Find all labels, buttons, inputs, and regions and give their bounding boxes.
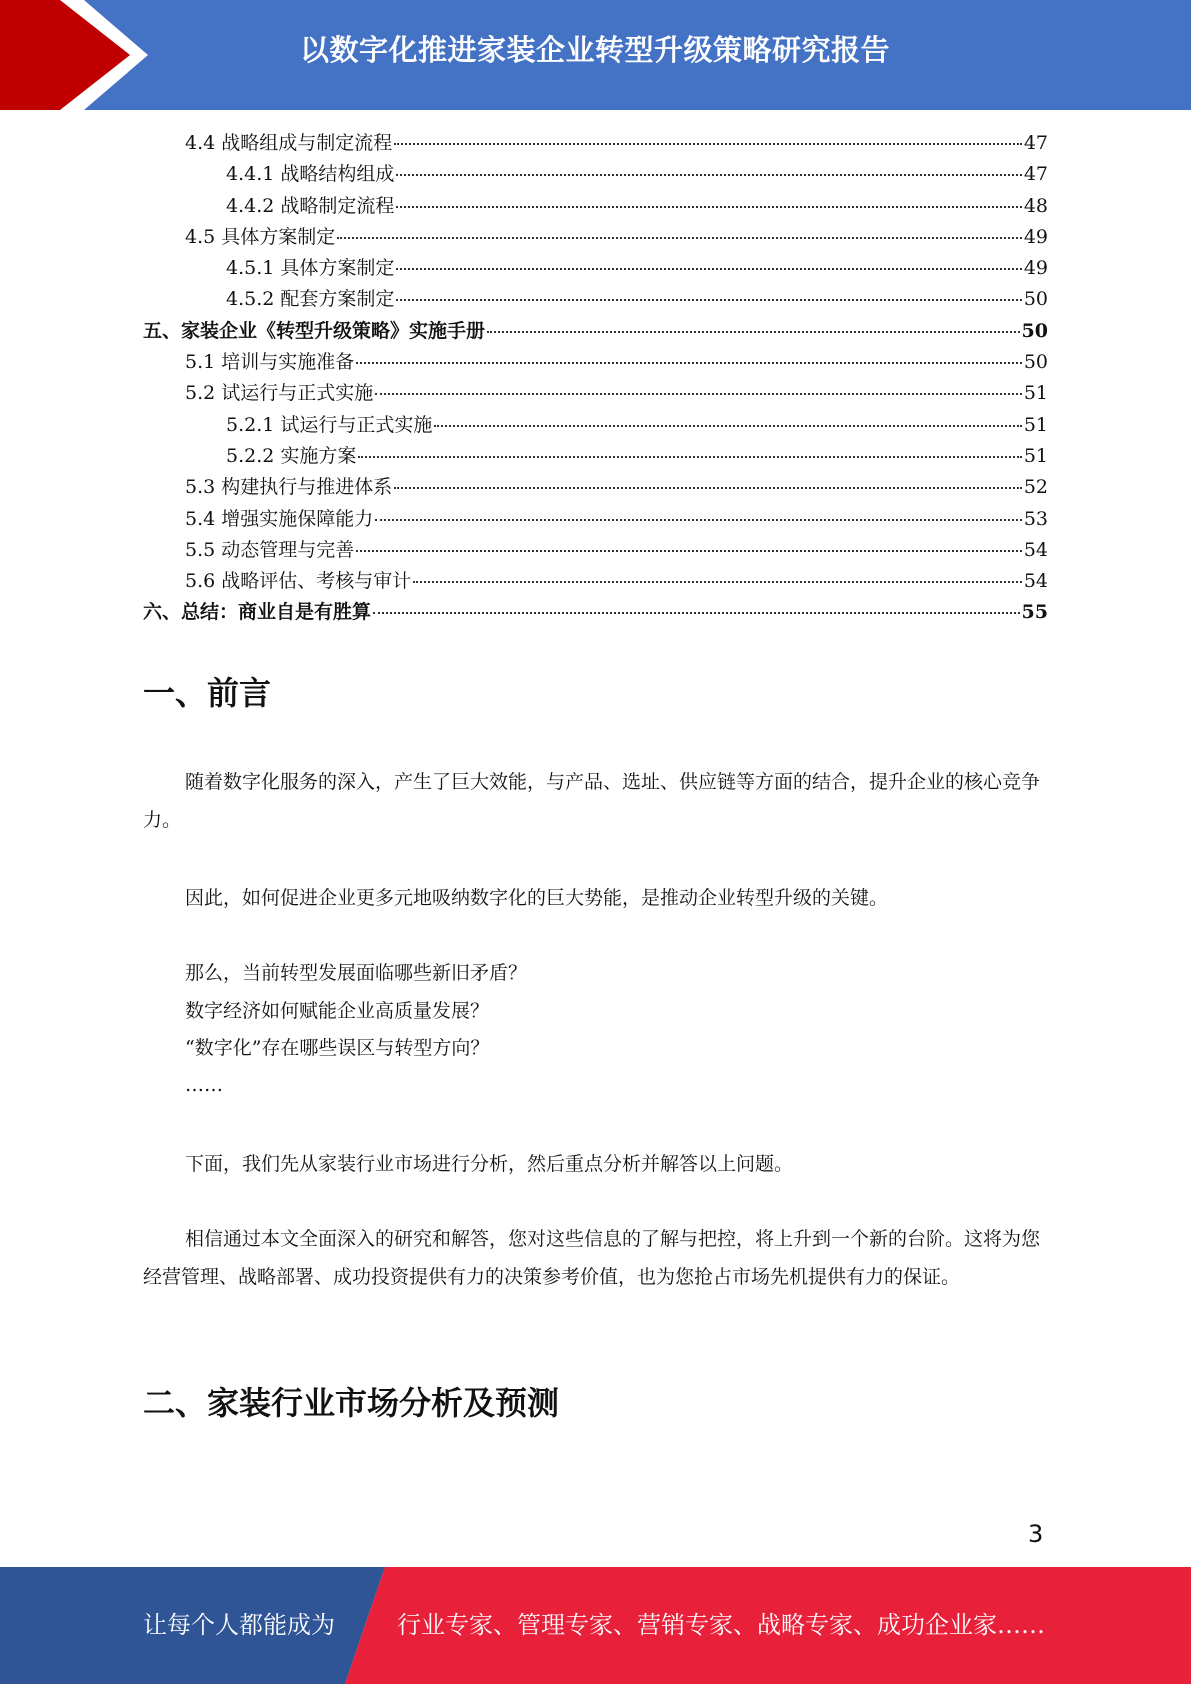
toc-entry[interactable] bbox=[143, 597, 1048, 628]
toc-dot-leader bbox=[396, 206, 1021, 208]
toc-entry[interactable] bbox=[143, 410, 1048, 441]
toc-entry-page-number: 49 bbox=[1023, 225, 1048, 248]
toc-entry[interactable] bbox=[143, 472, 1048, 503]
toc-dot-leader bbox=[394, 487, 1022, 489]
toc-entry-page-number: 47 bbox=[1023, 163, 1048, 186]
toc-entry-page-number: 51 bbox=[1023, 413, 1048, 436]
toc-dot-leader bbox=[434, 425, 1021, 427]
section-heading-market-analysis: 二、家装行业市场分析及预测 bbox=[143, 1384, 560, 1422]
toc-entry-title: 4.5 具体方案制定 bbox=[185, 225, 336, 248]
toc-entry-title: 五、家装企业《转型升级策略》实施手册 bbox=[143, 319, 486, 342]
toc-entry[interactable] bbox=[143, 284, 1048, 315]
toc-entry[interactable] bbox=[143, 504, 1048, 535]
footer-slogan-left: 让每个人都能成为 bbox=[143, 1611, 335, 1639]
toc-entry-page-number: 51 bbox=[1023, 444, 1048, 467]
toc-dot-leader bbox=[487, 331, 1020, 333]
toc-entry-page-number: 50 bbox=[1023, 351, 1048, 374]
toc-dot-leader bbox=[373, 612, 1020, 614]
toc-entry-page-number: 49 bbox=[1023, 257, 1048, 280]
toc-entry[interactable] bbox=[143, 253, 1048, 284]
toc-dot-leader bbox=[356, 550, 1022, 552]
toc-entry-title: 4.5.1 具体方案制定 bbox=[226, 257, 395, 280]
toc-entry[interactable] bbox=[143, 159, 1048, 190]
paragraph-key-point: 因此，如何促进企业更多元地吸纳数字化的巨大势能，是推动企业转型升级的关键。 bbox=[185, 887, 889, 909]
toc-dot-leader bbox=[375, 393, 1022, 395]
toc-dot-leader bbox=[358, 456, 1021, 458]
paragraph-value-statement: 相信通过本文全面深入的研究和解答，您对这些信息的了解与把控，将上升到一个新的台阶。这将为您经营管理、战略部署、成功投资提供有力的决策参考价值，也为您抢占市场先机提供有力的保证。 bbox=[143, 1228, 1041, 1288]
footer-slogan-right: 行业专家、管理专家、营销专家、战略专家、成功企业家…… bbox=[397, 1611, 1045, 1639]
toc-entry[interactable] bbox=[143, 347, 1048, 378]
toc-entry-page-number: 48 bbox=[1023, 194, 1048, 217]
toc-entry-title: 4.4.1 战略结构组成 bbox=[226, 163, 395, 186]
question-line-3: “数字化”存在哪些误区与转型方向？ bbox=[185, 1037, 490, 1059]
page-number: 3 bbox=[1028, 1520, 1044, 1548]
toc-dot-leader bbox=[396, 299, 1021, 301]
page-footer-banner bbox=[0, 1567, 1191, 1684]
question-line-2: 数字经济如何赋能企业高质量发展？ bbox=[185, 1000, 490, 1022]
toc-dot-leader bbox=[396, 268, 1021, 270]
toc-entry-title: 5.4 增强实施保障能力 bbox=[185, 507, 374, 530]
toc-entry-title: 4.5.2 配套方案制定 bbox=[226, 288, 395, 311]
toc-entry-page-number: 53 bbox=[1023, 507, 1048, 530]
toc-entry-title: 5.2.1 试运行与正式实施 bbox=[226, 413, 433, 436]
toc-entry[interactable] bbox=[143, 566, 1048, 597]
toc-entry-title: 4.4.2 战略制定流程 bbox=[226, 194, 395, 217]
page-header-banner bbox=[0, 0, 1191, 110]
toc-entry[interactable] bbox=[143, 316, 1048, 347]
toc-entry[interactable] bbox=[143, 128, 1048, 159]
question-line-1: 那么，当前转型发展面临哪些新旧矛盾？ bbox=[185, 962, 528, 984]
toc-entry-title: 5.6 战略评估、考核与审计 bbox=[185, 570, 412, 593]
toc-dot-leader bbox=[337, 237, 1022, 239]
toc-dot-leader bbox=[396, 174, 1021, 176]
toc-entry-page-number: 51 bbox=[1023, 382, 1048, 405]
toc-entry-title: 六、总结：商业自是有胜算 bbox=[143, 601, 372, 624]
section-heading-preface: 一、前言 bbox=[143, 674, 272, 712]
toc-entry-page-number: 55 bbox=[1021, 601, 1048, 624]
toc-dot-leader bbox=[394, 143, 1022, 145]
toc-dot-leader bbox=[356, 362, 1022, 364]
toc-entry[interactable] bbox=[143, 222, 1048, 253]
toc-dot-leader bbox=[375, 519, 1022, 521]
toc-entry-page-number: 47 bbox=[1023, 132, 1048, 154]
toc-entry[interactable] bbox=[143, 535, 1048, 566]
paragraph-intro: 随着数字化服务的深入，产生了巨大效能，与产品、选址、供应链等方面的结合，提升企业的核心竞争力。 bbox=[143, 771, 1041, 831]
report-title: 以数字化推进家装企业转型升级策略研究报告 bbox=[300, 33, 891, 67]
toc-entry[interactable] bbox=[143, 441, 1048, 472]
toc-entry-title: 5.2 试运行与正式实施 bbox=[185, 382, 374, 405]
toc-entry-title: 5.2.2 实施方案 bbox=[226, 444, 357, 467]
toc-entry-page-number: 54 bbox=[1023, 538, 1048, 561]
toc-entry[interactable] bbox=[143, 191, 1048, 222]
toc-entry-title: 5.3 构建执行与推进体系 bbox=[185, 476, 393, 499]
paragraph-analysis-plan: 下面，我们先从家装行业市场进行分析，然后重点分析并解答以上问题。 bbox=[185, 1153, 794, 1175]
table-of-contents bbox=[143, 128, 1048, 629]
toc-entry-title: 4.4 战略组成与制定流程 bbox=[185, 132, 393, 154]
toc-entry-page-number: 50 bbox=[1021, 319, 1048, 342]
question-ellipsis: …… bbox=[185, 1074, 223, 1096]
toc-entry-title: 5.5 动态管理与完善 bbox=[185, 538, 355, 561]
toc-dot-leader bbox=[413, 581, 1022, 583]
toc-entry-page-number: 50 bbox=[1023, 288, 1048, 311]
toc-entry[interactable] bbox=[143, 378, 1048, 409]
toc-entry-page-number: 54 bbox=[1023, 570, 1048, 593]
toc-entry-page-number: 52 bbox=[1023, 476, 1048, 499]
toc-entry-title: 5.1 培训与实施准备 bbox=[185, 351, 355, 374]
